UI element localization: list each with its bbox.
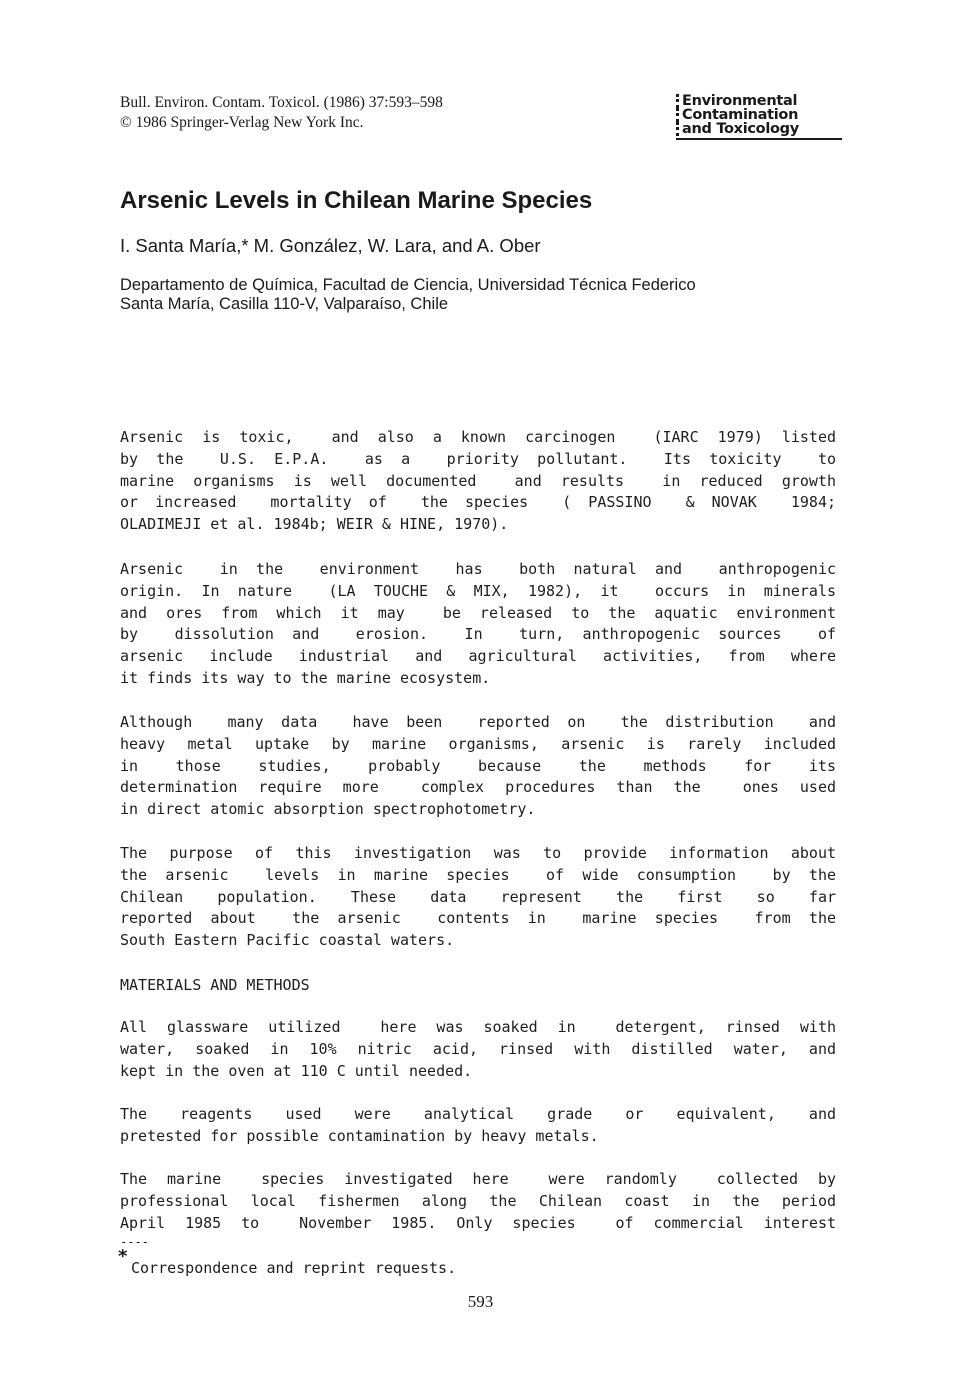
text-line: it finds its way to the marine ecosystem.	[120, 668, 491, 687]
text-line: in those studies, probably because the methods for its	[120, 756, 836, 775]
text-line: or increased mortality of the species ( PASSINO & NOVAK 1984;	[120, 493, 836, 512]
affiliation-line: Santa María, Casilla 110-V, Valparaíso, Chile	[120, 295, 449, 313]
footnote-rule: ----	[120, 1235, 149, 1249]
text-line: the arsenic levels in marine species of wide consumption by the	[120, 865, 836, 884]
text-line: reported about the arsenic contents in marine species from the	[120, 909, 836, 928]
text-line: by dissolution and erosion. In turn, anthropogenic sources of	[120, 625, 836, 644]
text-line: South Eastern Pacific coastal waters.	[120, 931, 455, 950]
text-line: marine organisms is well documented and results in reduced growth	[120, 471, 836, 490]
text-line: OLADIMEJI et al. 1984b; WEIR & HINE, 1970).	[120, 515, 509, 534]
body-paragraph	[120, 1104, 836, 1148]
journal-logo-line: Contamination	[676, 108, 842, 122]
affiliation	[120, 276, 840, 314]
citation-header	[120, 93, 443, 133]
body-paragraph	[120, 843, 836, 952]
body-paragraph	[120, 559, 836, 690]
footnote-text: Correspondence and reprint requests.	[131, 1259, 457, 1277]
journal-logo	[676, 94, 842, 140]
text-line: professional local fishermen along the Chilean coast in the period	[120, 1191, 836, 1210]
text-line: kept in the oven at 110 C until needed.	[120, 1061, 473, 1080]
body-paragraph	[120, 1169, 836, 1234]
text-line: in direct atomic absorption spectrophotometry.	[120, 800, 536, 819]
citation-line: Bull. Environ. Contam. Toxicol. (1986) 37:593–598	[120, 94, 443, 111]
journal-logo-line: Environmental	[676, 94, 842, 108]
text-line: pretested for possible contamination by heavy metals.	[120, 1126, 599, 1145]
text-line: Chilean population. These data represent the first so far	[120, 887, 836, 906]
text-line: origin. In nature (LA TOUCHE & MIX, 1982), it occurs in minerals	[120, 581, 836, 600]
text-line: Arsenic in the environment has both natural and anthropogenic	[120, 560, 836, 578]
section-heading: MATERIALS AND METHODS	[120, 976, 310, 994]
footnote-marker: *	[118, 1246, 128, 1267]
body-paragraph	[120, 427, 836, 536]
text-line: water, soaked in 10% nitric acid, rinsed with distilled water, and	[120, 1039, 836, 1058]
text-line: determination require more complex procedures than the ones used	[120, 778, 836, 797]
text-line: and ores from which it may be released to the aquatic environment	[120, 603, 836, 622]
text-line: by the U.S. E.P.A. as a priority pollutant. Its toxicity to	[120, 449, 836, 468]
author-list: I. Santa María,* M. González, W. Lara, and A. Ober	[120, 235, 541, 256]
body-paragraph	[120, 712, 836, 821]
text-line: The purpose of this investigation was to provide information about	[120, 844, 836, 862]
text-line: The reagents used were analytical grade or equivalent, and	[120, 1105, 836, 1123]
text-line: heavy metal uptake by marine organisms, arsenic is rarely included	[120, 734, 836, 753]
copyright-line: © 1986 Springer-Verlag New York Inc.	[120, 114, 364, 131]
affiliation-line: Departamento de Química, Facultad de Ciencia, Universidad Técnica Federico	[120, 276, 696, 294]
journal-logo-line: and Toxicology	[676, 122, 842, 136]
text-line: All glassware utilized here was soaked in detergent, rinsed with	[120, 1018, 836, 1036]
text-line: arsenic include industrial and agricultural activities, from where	[120, 647, 836, 666]
text-line: April 1985 to November 1985. Only species of commercial interest	[120, 1213, 836, 1232]
page-number: 593	[467, 1292, 494, 1311]
text-line: Although many data have been reported on the distribution and	[120, 713, 836, 731]
article-title: Arsenic Levels in Chilean Marine Species	[120, 187, 593, 214]
body-paragraph	[120, 1017, 836, 1082]
text-line: The marine species investigated here were randomly collected by	[120, 1170, 836, 1188]
text-line: Arsenic is toxic, and also a known carcinogen (IARC 1979) listed	[120, 428, 836, 446]
